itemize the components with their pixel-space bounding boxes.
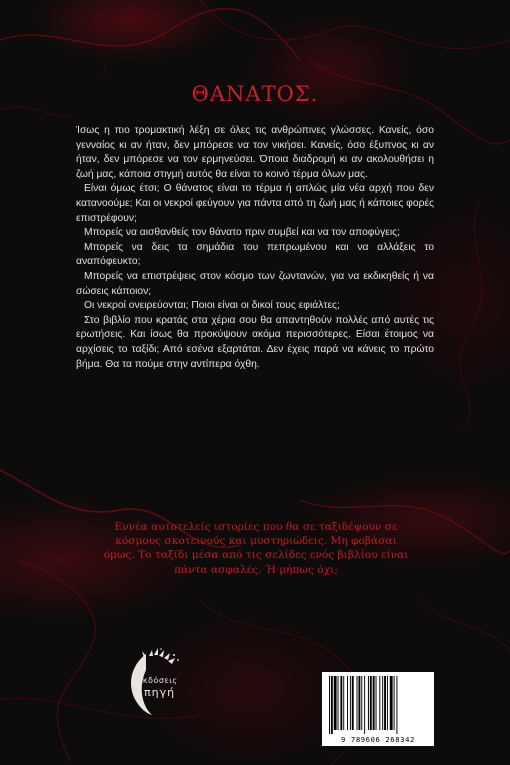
synopsis-paragraph: Είναι όμως έτσι; Ο θάνατος είναι το τέρμα ή απλώς μία νέα αρχή που δεν κατανοούμε; Και οι νεκροί φεύγουν για πάντα από τη ζωή μας ή κάποιες φορές επιστρέφουν;: [76, 183, 434, 224]
book-title: ΘΑΝΑΤΟΣ.: [191, 82, 319, 106]
synopsis-paragraph: Μπορείς να επιστρέψεις στον κόσμο των ζωντανών, για να εκδικηθείς ή να σώσεις κάποιον;: [76, 270, 434, 297]
synopsis-paragraph: Μπορείς να δεις τα σημάδια του πεπρωμένου και να αλλάξεις το αναπόφευκτο;: [76, 241, 434, 268]
book-blurb: Εννέα αυτοτελείς ιστορίες που θα σε ταξιδέψουν σε κόσμους σκοτεινούς και μυστηριώδεις. Μη φοβάσαι όμως. Το ταξίδι μέσα από τις σελίδες ενός βιβλίου είναι πάντα ασφαλές. Ή μήπως όχι;: [103, 521, 409, 576]
isbn-digits: 9 789606 268342: [341, 735, 415, 744]
publisher-label: εκδόσεις: [138, 676, 178, 685]
synopsis-paragraph: Οι νεκροί ονειρεύονται; Ποιοι είναι οι δικοί τους εφιάλτες;: [84, 300, 340, 312]
publisher-name: πηγή: [144, 686, 176, 699]
isbn-barcode: [322, 672, 434, 746]
back-cover-synopsis: [76, 124, 434, 372]
synopsis-paragraph: Στο βιβλίο που κρατάς στα χέρια σου θα απαντηθούν πολλές από αυτές τις ερωτήσεις. Και ίσως θα προκύψουν ακόμα περισσότερες. Είσαι έτοιμος να αρχίσεις το ταξίδι; Από εσένα εξαρτάται. Δεν έχεις παρά να κάνεις το πρώτο βήμα. Θα τα πούμε στην αντίπερα όχθη.: [76, 314, 434, 370]
barcode-icon: [327, 676, 429, 734]
synopsis-paragraph: Μπορείς να αισθανθείς τον θάνατο πριν συμβεί και να τον αποφύγεις;: [84, 227, 400, 239]
synopsis-paragraph: Ίσως η πιο τρομακτική λέξη σε όλες τις ανθρώπινες γλώσσες. Κανείς, όσο γενναίος κι αν ήταν, δεν μπόρεσε να τον νικήσει. Κανείς, όσο έξυπνος κι αν ήταν, δεν μπόρεσε να τον ερμηνεύσει. Όποια διαδρομή κι αν ακολουθήσει η ζωή μας, κάποια στιγμή αυτός θα είναι το κοινό τέρμα όλων μας.: [76, 125, 434, 180]
